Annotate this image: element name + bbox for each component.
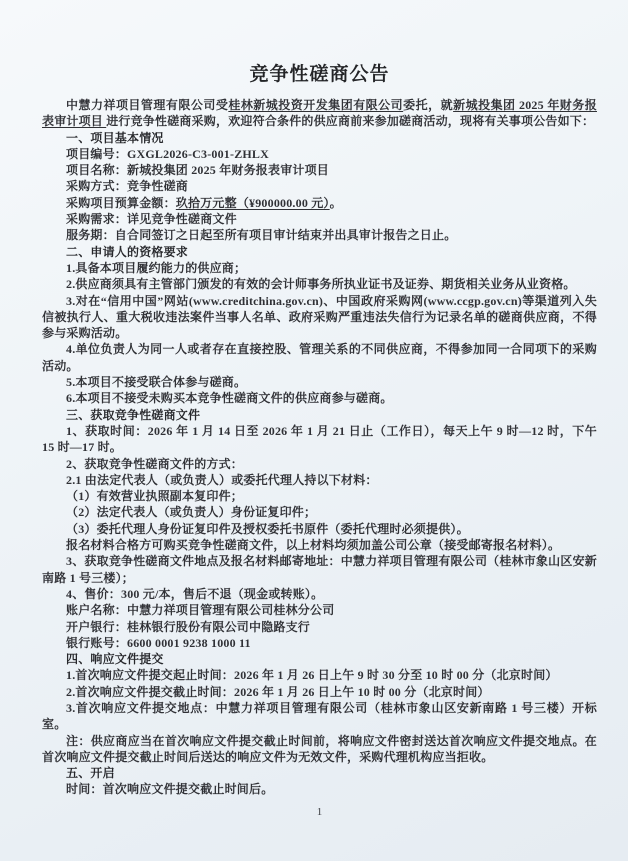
document-paragraph	[42, 211, 597, 227]
underlined-text: 玖拾万元整（¥900000.00 元）	[175, 195, 330, 210]
text-segment: 注：供应商应当在首次响应文件提交截止时间前，将响应文件密封送达首次响应文件提交地点。在首次响应文件提交截止时间后送达的响应文件为无效文件，采购代理机构应当拒收。	[42, 733, 597, 764]
text-segment: （1）有效营业执照副本复印件；	[66, 489, 244, 504]
document-paragraph	[42, 97, 597, 130]
document-paragraph	[42, 733, 597, 766]
text-segment: 采购项目预算金额：	[66, 195, 176, 210]
underlined-text: 新城投集团 2025 年财务报表审计项目	[42, 98, 597, 129]
text-segment: 账户名称：中慧力祥项目管理有限公司桂林分公司	[66, 603, 335, 618]
document-paragraph	[42, 586, 597, 602]
text-segment: 三、获取竞争性磋商文件	[66, 407, 201, 422]
section-heading	[42, 130, 597, 146]
document-paragraph	[42, 667, 597, 683]
page-number: 1	[316, 805, 323, 818]
text-segment: 采购方式：竞争性磋商	[66, 179, 189, 194]
document-paragraph	[42, 341, 597, 374]
document-paragraph	[42, 521, 597, 537]
text-segment: 二、申请人的资格要求	[66, 244, 189, 259]
text-segment: 3、获取竞争性磋商文件地点及报名材料邮寄地址：中慧力祥项目管理有限公司（桂林市象山区安新南路 1 号三楼）；	[42, 554, 597, 585]
document-paragraph	[42, 195, 597, 211]
text-segment: 5.本项目不接受联合体参与磋商。	[66, 375, 247, 390]
text-segment: 项目编号：GXGL2026-C3-001-ZHLX	[66, 146, 270, 161]
document-paragraph	[42, 602, 597, 618]
text-segment: 2.供应商须具有主管部门颁发的有效的会计师事务所执业证书及证券、期货相关业务从业资格。	[66, 277, 576, 292]
text-segment: 2.首次响应文件提交截止时间：2026 年 1 月 26 日上午 10 时 00 分（北京时间）	[66, 684, 490, 699]
document-paragraph	[42, 635, 597, 651]
text-segment: 。	[329, 195, 342, 210]
document-paragraph	[42, 619, 597, 635]
text-segment: 进行竞争性磋商采购，欢迎符合条件的供应商前来参加磋商活动，现将有关事项公告如下：	[106, 114, 595, 129]
text-segment: 3.对在“信用中国”网站(www.creditchina.gov.cn)、中国政府采购网(www.ccgp.gov.cn)等渠道列入失信被执行人、重大税收违法案件当事人名单、政府采购严重违法失信行为记录名单的磋商供应商，不得参与采购活动。	[42, 293, 597, 341]
text-segment: 银行账号：6600 0001 9238 1000 11	[66, 635, 251, 650]
document-body	[42, 97, 597, 798]
text-segment: 4.单位负责人为同一人或者存在直接控股、管理关系的不同供应商，不得参加同一合同项下的采购活动。	[42, 342, 597, 373]
document-paragraph	[42, 390, 597, 406]
text-segment: 1.具备本项目履约能力的供应商；	[66, 260, 247, 275]
document-paragraph	[42, 146, 597, 162]
text-segment: 一、项目基本情况	[66, 130, 164, 145]
page-title: 竞争性磋商公告	[249, 64, 390, 85]
document-paragraph	[42, 276, 597, 292]
text-segment: 委托，就	[403, 98, 454, 112]
document-paragraph	[42, 684, 597, 700]
text-segment: （3）委托代理人身份证复印件及授权委托书原件（委托代理时必须提供）。	[66, 521, 469, 536]
section-heading	[42, 244, 597, 260]
text-segment: 四、响应文件提交	[66, 652, 164, 667]
document-paragraph	[42, 700, 597, 733]
document-paragraph	[42, 472, 597, 488]
text-segment: 6.本项目不接受未购买本竞争性磋商文件的供应商参与磋商。	[66, 391, 393, 406]
document-paragraph	[42, 260, 597, 276]
text-segment: 4、售价：300 元/本，售后不退（现金或转账）。	[66, 586, 324, 601]
section-heading	[42, 407, 597, 423]
text-segment: 1、获取时间：2026 年 1 月 14 日至 2026 年 1 月 21 日止（工作日），每天上午 9 时—12 时，下午 15 时—17 时。	[42, 423, 597, 455]
document-paragraph	[42, 537, 597, 553]
document-paragraph	[42, 374, 597, 390]
section-heading	[42, 651, 597, 667]
text-segment: （2）法定代表人（或负责人）身份证复印件；	[66, 505, 317, 520]
text-segment: 中慧力祥项目管理有限公司受	[66, 98, 229, 112]
text-segment: 五、开启	[66, 766, 115, 781]
document-paragraph	[42, 456, 597, 472]
document-paragraph	[42, 178, 597, 194]
document-paragraph	[42, 162, 597, 178]
document-paragraph	[42, 293, 597, 342]
text-segment: 2.1 由法定代表人（或负责人）或委托代理人持以下材料：	[66, 472, 378, 487]
text-segment: 3.首次响应文件提交地点：中慧力祥项目管理有限公司（桂林市象山区安新南路 1 号三楼）开标室。	[42, 700, 597, 732]
text-segment: 项目名称：新城投集团 2025 年财务报表审计项目	[66, 163, 330, 178]
text-segment: 采购需求：详见竞争性磋商文件	[66, 212, 237, 227]
text-segment: 报名材料合格方可购买竞争性磋商文件，以上材料均须加盖公司公章（接受邮寄报名材料）。	[66, 538, 561, 553]
text-segment: 开户银行：桂林银行股份有限公司中隐路支行	[66, 619, 311, 634]
text-segment: 2、获取竞争性磋商文件的方式：	[66, 456, 244, 471]
document-paragraph	[42, 553, 597, 586]
document-paragraph	[42, 227, 597, 243]
underlined-text: 桂林新城投资开发集团有限公司	[228, 98, 404, 112]
text-segment: 1.首次响应文件提交起止时间：2026 年 1 月 26 日上午 9 时 30 分至 10 时 00 分（北京时间）	[66, 668, 558, 683]
text-segment: 服务期：自合同签订之日起至所有项目审计结束并出具审计报告之日止。	[66, 228, 457, 243]
document-paragraph	[42, 423, 597, 456]
document-paragraph	[42, 488, 597, 504]
section-heading	[42, 765, 597, 781]
document-paragraph	[42, 781, 597, 797]
document-paragraph	[42, 504, 597, 520]
text-segment: 时间：首次响应文件提交截止时间后。	[66, 782, 274, 797]
